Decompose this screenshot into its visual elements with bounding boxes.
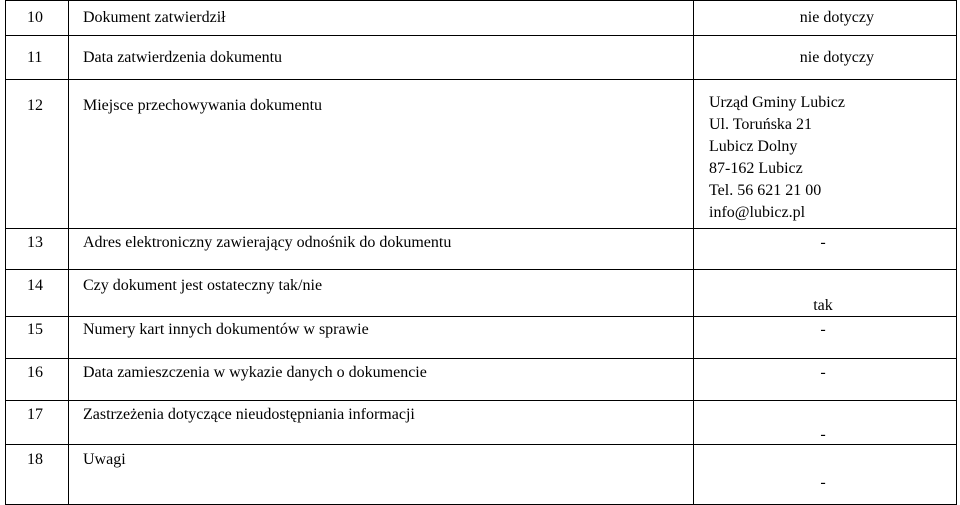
row-number: 18 [6, 445, 69, 505]
row-value: tak [694, 270, 957, 317]
row-number: 16 [6, 359, 69, 401]
table-row [6, 80, 957, 229]
row-label: Data zatwierdzenia dokumentu [69, 36, 694, 80]
row-number: 12 [6, 80, 69, 229]
document-metadata-table [5, 0, 957, 505]
row-number: 11 [6, 36, 69, 80]
row-number: 13 [6, 229, 69, 270]
table-row [6, 317, 957, 359]
row-value: - [694, 317, 957, 359]
row-value: - [694, 229, 957, 270]
row-label: Adres elektroniczny zawierający odnośnik do dokumentu [69, 229, 694, 270]
address-line: Ul. Toruńska 21 [709, 116, 813, 133]
table-row [6, 445, 957, 505]
row-label: Dokument zatwierdził [69, 1, 694, 36]
row-value: - [694, 359, 957, 401]
row-label: Uwagi [69, 445, 694, 505]
table-row [6, 270, 957, 317]
address-line: Lubicz Dolny [709, 138, 798, 155]
row-number: 14 [6, 270, 69, 317]
row-value: - [694, 401, 957, 445]
table-row [6, 401, 957, 445]
table-row [6, 1, 957, 36]
row-label: Zastrzeżenia dotyczące nieudostępniania informacji [69, 401, 694, 445]
storage-address [694, 80, 957, 229]
row-value: - [694, 445, 957, 505]
address-line: Urząd Gminy Lubicz [709, 94, 845, 111]
row-label: Data zamieszczenia w wykazie danych o dokumencie [69, 359, 694, 401]
address-line: Tel. 56 621 21 00 [709, 182, 822, 199]
row-number: 17 [6, 401, 69, 445]
table-row [6, 229, 957, 270]
address-email: info@lubicz.pl [709, 204, 806, 221]
table-row [6, 359, 957, 401]
row-value: nie dotyczy [694, 1, 957, 36]
row-label: Czy dokument jest ostateczny tak/nie [69, 270, 694, 317]
table-row [6, 36, 957, 80]
address-line: 87-162 Lubicz [709, 160, 803, 177]
row-value: nie dotyczy [694, 36, 957, 80]
row-label: Miejsce przechowywania dokumentu [69, 80, 694, 229]
row-number: 15 [6, 317, 69, 359]
row-label: Numery kart innych dokumentów w sprawie [69, 317, 694, 359]
row-number: 10 [6, 1, 69, 36]
